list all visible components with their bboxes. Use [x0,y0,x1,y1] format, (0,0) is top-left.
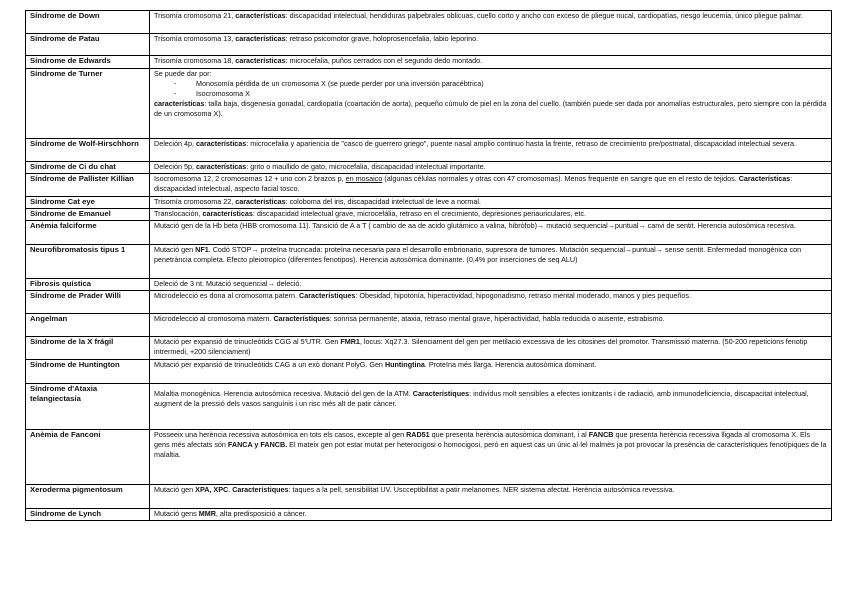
text-run: : individus molt sensibles a efectes ionitzants i de radiació, amb inmunodeficiencia, discapacitat intelectual, augment de la pressió dels vasos sanguínis i un risc més alt de patir càncer. [154,389,809,409]
syndrome-name: Síndrome de Edwards [26,56,150,69]
text-run: Microdelecció al cromosoma matern. [154,314,274,323]
table-row [26,384,832,430]
table-row [26,56,832,69]
keyword-bold: características [235,56,286,65]
table-row [26,314,832,337]
syndrome-name: Fibrosis quística [26,279,150,291]
syndromes-table [25,10,832,521]
keyword-bold: características [235,11,286,20]
syndrome-description [150,174,832,197]
text-run: , alta predisposició a càncer. [215,509,307,518]
keyword-bold: NF1 [195,245,209,254]
syndrome-description [150,162,832,174]
text-run: : discapacidad intelectual, aspecto facial tosco. [154,174,793,194]
syndrome-name: Anèmia de Fanconi [26,430,150,485]
table-row [26,430,832,485]
text-run: : grito o maullido de gato, microcefalia, discapacidad intelectual importante. [246,162,486,171]
keyword-bold: características [202,209,253,218]
syndrome-description [150,384,832,430]
syndrome-name: Síndrome de Emanuel [26,209,150,221]
keyword-bold: Característiques [232,485,289,494]
text-run: Mutació per expansió de trinucleòtids CAG a un exò donant PolyG. Gen [154,360,385,369]
underlined-text: en mosaico [345,174,383,183]
text-run: Isocromosoma 12, 2 cromosomas 12 + uno con 2 brazos p, [154,174,346,183]
table-row [26,11,832,34]
syndrome-name: Síndrome d'Ataxia telangiectasia [26,384,150,430]
keyword-bold: características [195,139,247,148]
table-row [26,34,832,56]
keyword-bold: XPA, XPC [195,485,229,494]
text-run: que presenta herència autosòmica dominant, i al [429,430,589,439]
keyword-bold: características [195,162,247,171]
text-run: Translocación, [154,209,203,218]
text-run: : talla baja, disgenesia gonadal, cardiopatía (coartación de aorta), pequeño cúmulo de piel en la zona del cuello. (también puede ser dada por anomalías estructurales, pero siempre con la pérdida de un cromosoma X). [154,99,827,119]
keyword-bold: características [154,99,205,109]
keyword-bold: Huntingtina [384,360,425,369]
keyword-bold: MMR [198,509,216,518]
syndrome-description [150,209,832,221]
syndromes-table-body [26,11,832,521]
syndrome-description [150,485,832,509]
table-row [26,485,832,509]
turner-list [154,79,827,99]
syndrome-description [150,245,832,279]
text-run: . Proteïna més llarga. Herencia autosòmica dominant. [424,360,597,369]
syndrome-description [150,314,832,337]
table-row [26,69,832,139]
text-run: Posseeix una herència recessiva autosòmica en tots els casos, excepte al gen [154,430,407,439]
text-run: : microcefalia, puños cerrados con el segundo dedo montado. [285,56,483,65]
text-run: : discapacidad intelectual grave, microcefália, retraso en el crecimiento, depresiones periauriculares, etc. [252,209,587,218]
document-page [25,10,825,521]
syndrome-description [150,291,832,314]
syndrome-name: Síndrome de la X frágil [26,337,150,360]
text-run: (algunas células normales y otras con 47 cromosomas). Menos frequente en sangre que en el resto de tejidos. [382,174,739,183]
table-row [26,174,832,197]
text-run: : coloboma del iris, discapacidad intelectual de leve a normal. [285,197,481,206]
syndrome-description [150,34,832,56]
keyword-bold: FANCA y FANCB. [227,440,288,450]
text-run: Deleción 4p, [154,139,196,148]
syndrome-name: Síndrome de Pallister Killian [26,174,150,197]
text-run: : sonrisa permanente, ataxia, retraso mental grave, hiperactividad, habla reducida o ausente, estrabismo. [329,314,665,323]
text-run: : microcefalia y apariencia de "casco de guerrero griego", puente nasal amplio continuo hasta la frente, retraso de crecimiento pre/postnatal, discapacidad intelectual severa. [246,139,796,148]
text-run: El mateix gen pot estar mutat per heterocigosi o homocigosi, però en aquest cas un únic al·lel malmès ja pot provocar la presència de característiques fenotípiques de la malaltia. [154,440,827,460]
syndrome-name: Xeroderma pigmentosum [26,485,150,509]
syndrome-name: Neurofibromatosis tipus 1 [26,245,150,279]
text-run: Malaltia monogènica. Herencia autosòmica recesiva. Mutació del gen de la ATM. [154,389,413,398]
text-run: Deleción 5p, [154,162,196,171]
syndrome-description [150,279,832,291]
syndrome-name: Anèmia falciforme [26,221,150,245]
syndrome-description [150,197,832,209]
syndrome-name: Síndrome Cat eye [26,197,150,209]
syndrome-name: Síndrome de Patau [26,34,150,56]
syndrome-name: Síndrome de Turner [26,69,150,139]
text-run: Deleció de 3 nt. Mutació sequencial→ deleció. [154,279,302,288]
text-run: , locus: Xq27.3. Silenciament del gen per metilació excessiva de les citosines del promotor. Transmissió materna. (50-200 repeticions fenotip intrermedi, +200 silenciament) [154,337,808,357]
text-run: Trisomía cromosoma 18, [154,56,236,65]
table-row [26,245,832,279]
table-row [26,337,832,360]
syndrome-name: Síndrome de Prader Willi [26,291,150,314]
text-run: : Obesidad, hipotonía, hiperactividad, hipogonadismo, retraso mental moderado, manos y pies pequeños. [355,291,691,300]
syndrome-name: Angelman [26,314,150,337]
text-run: Trisomía cromosoma 22, [154,197,236,206]
table-row [26,139,832,162]
text-run: Mutació gen [154,245,196,254]
syndrome-name: Síndrome de Down [26,11,150,34]
keyword-bold: Característiques [412,389,470,398]
turner-list-item: - Monosomía pérdida de un cromosoma X (se puede perder por una inversión paracébtrica) [178,79,827,89]
text-run: Trisomía cromosoma 21, [154,11,236,20]
table-row [26,509,832,521]
syndrome-description [150,56,832,69]
table-row [26,279,832,291]
syndrome-name: Síndrome de Lynch [26,509,150,521]
text-run: Mutació gens [154,509,199,518]
text-run: : retraso psicomotor grave, holoprosencefalia, labio leporino. [285,34,479,43]
text-run: Microdelecció es dona al cromosoma patern. [154,291,300,300]
keyword-bold: FANCB [588,430,614,439]
table-row [26,162,832,174]
syndrome-description [150,221,832,245]
keyword-bold: características [235,197,286,206]
syndrome-description [150,360,832,384]
syndrome-description [150,337,832,360]
text-run: que presenta herència recessiva lligada al cromosoma X. Els gens més afectats són [154,430,811,450]
syndrome-description [150,430,832,485]
keyword-bold: Característiques [273,314,330,323]
syndrome-description [150,139,832,162]
syndrome-description [150,11,832,34]
keyword-bold: Características [738,174,791,183]
text-run: Mutació gen [154,485,196,494]
text-run: : discapacidad intelectual, hendiduras palpebrales oblicuas, cuello corto y ancho con exceso de pliegue nucal, cardiopatías, riesgo leucemia, único pliegue palmar. [285,11,804,20]
turner-list-item: - Isocromosoma X [178,89,827,99]
text-run: Trisomía cromosoma 13, [154,34,236,43]
text-run: . Codó STOP→ proteïna trucncada: proteína necesaria para el desarrollo embrionario, supresora de tumores. Mutación sequencial→puntual→ sense sentit. Enfermedad monogènica con penetrància completa. Efecto pleiotropico (diferentes fenotipos). Herencia autosòmica dominante. (0,4% por inserciones de seq ALU) [154,245,802,265]
syndrome-name: Síndrome de Ci du chat [26,162,150,174]
keyword-bold: características [235,34,286,43]
table-row [26,209,832,221]
text-run: : taques a la pell, sensibilitat UV. Uscceptibilitat a patir melanomes. NER sistema afectat. Herència autosòmica revessiva. [288,485,675,494]
table-row [26,360,832,384]
turner-intro: Se puede dar por: [154,69,212,78]
syndrome-description [150,509,832,521]
table-row [26,197,832,209]
text-run: Mutació per expansió de trinucleòtids CGG al 5'UTR. Gen [154,337,341,346]
table-row [26,291,832,314]
keyword-bold: FMR1 [340,337,360,346]
table-row [26,221,832,245]
syndrome-name: Síndrome de Huntington [26,360,150,384]
syndrome-name: Síndrome de Wolf-Hirschhorn [26,139,150,162]
syndrome-description [150,69,832,139]
text-run: Mutació gen de la Hb beta (HBB cromosoma 11). Tansició de A a T ( cambio de aa de acido glutámico a valina, hibròfob)→ mutació sequencial→puntual→ canvi de sentit. Herencia autosòmica recesiva. [154,221,796,230]
text-run: . [228,485,233,494]
turner-characteristics [154,99,827,119]
keyword-bold: RAD51 [406,430,430,439]
keyword-bold: Característiques [299,291,356,300]
